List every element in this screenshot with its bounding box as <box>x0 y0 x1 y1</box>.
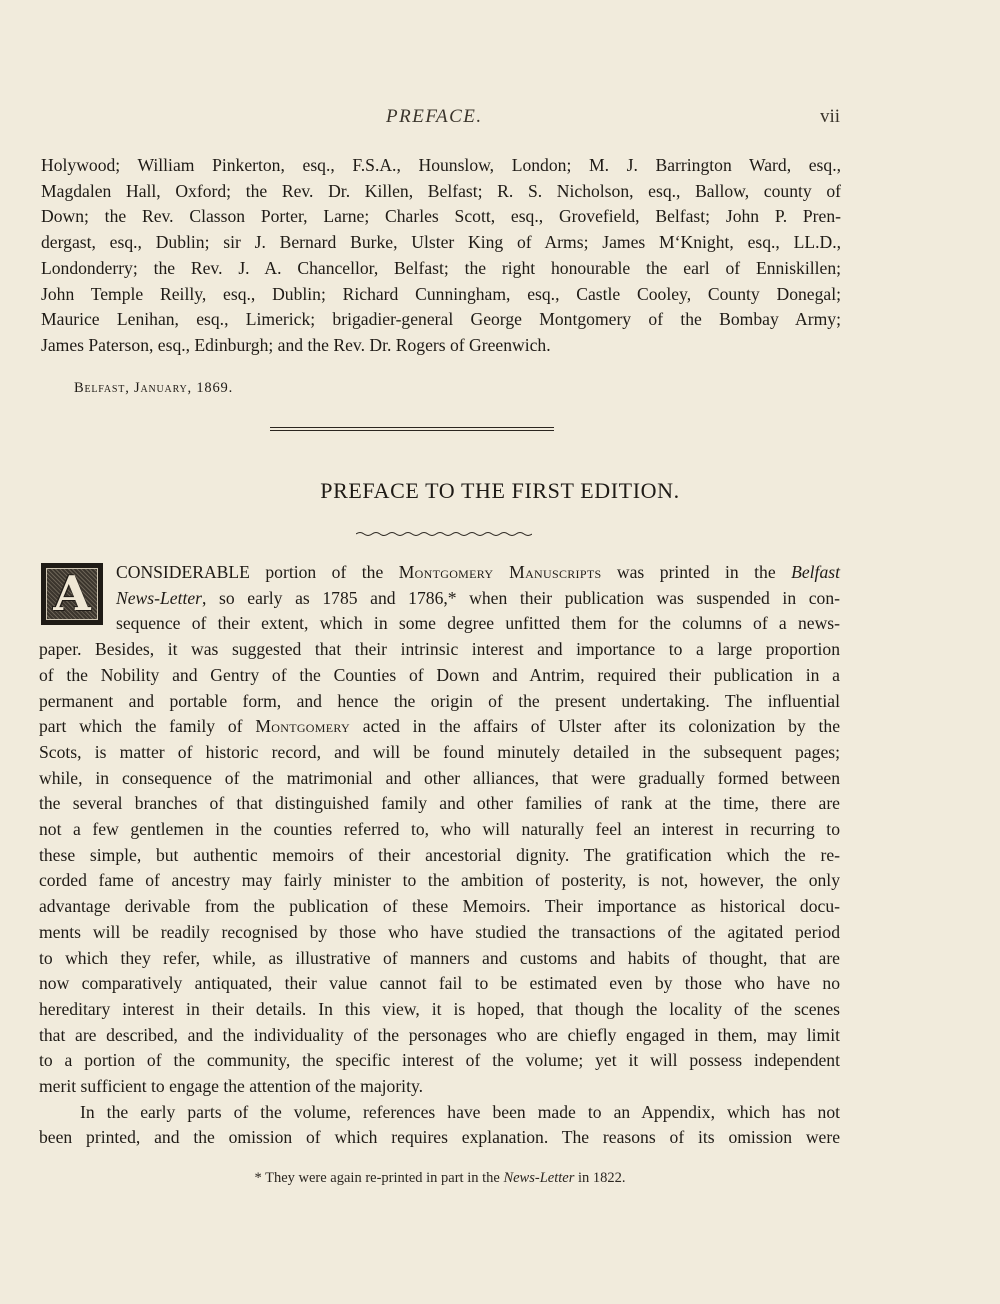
italic-run: News-Letter <box>116 587 203 608</box>
continued-paragraph <box>41 153 841 359</box>
text-line: the several branches of that distinguished family and other families of rank at the time, there are <box>39 793 840 814</box>
italic-run: News-Letter <box>503 1170 575 1186</box>
text-line <box>116 586 840 612</box>
running-title: PREFACE. <box>386 106 483 127</box>
text-run: , so early as 1785 and 1786,* when their publication was suspended in con- <box>202 587 840 608</box>
ornamental-rule-divider <box>356 531 532 537</box>
page-number: vii <box>819 106 840 127</box>
text-line: Londonderry; the Rev. J. A. Chancellor, Belfast; the right honourable the earl of Enniskillen; <box>41 257 841 278</box>
text-line: Scots, is matter of historic record, and will be found minutely detailed in the subsequent pages; <box>39 741 840 762</box>
text-line: In the early parts of the volume, references have been made to an Appendix, which has not <box>80 1101 840 1122</box>
text-line: Down; the Rev. Classon Porter, Larne; Charles Scott, esq., Grovefield, Belfast; John P. Pren- <box>41 206 841 227</box>
text-line: dergast, esq., Dublin; sir J. Bernard Burke, Ulster King of Arms; James M‘Knight, esq., LL.D., <box>41 232 841 253</box>
text-line: ments will be readily recognised by those who have studied the transactions of the agitated period <box>39 921 840 942</box>
text-line: Magdalen Hall, Oxford; the Rev. Dr. Killen, Belfast; R. S. Nicholson, esq., Ballow, county of <box>41 180 841 201</box>
text-line: of the Nobility and Gentry of the Counties of Down and Antrim, required their publication in a <box>39 664 840 685</box>
small-caps-run: Montgomery Manuscripts <box>398 562 602 582</box>
text-line: John Temple Reilly, esq., Dublin; Richard Cunningham, esq., Castle Cooley, County Donegal; <box>41 283 841 304</box>
text-run: acted in the affairs of Ulster after its colonization by the <box>349 716 840 737</box>
text-line: permanent and portable form, and hence the origin of the present undertaking. The influential <box>39 690 840 711</box>
drop-cap-letter: A <box>53 566 91 622</box>
text-line: while, in consequence of the matrimonial and other alliances, that were gradually formed between <box>39 767 840 788</box>
text-line: paper. Besides, it was suggested that their intrinsic interest and importance to a large proportion <box>39 639 840 660</box>
text-line: these simple, but authentic memoirs of their ancestorial dignity. The gratification which the re- <box>39 844 840 865</box>
double-rule-divider <box>270 427 554 428</box>
text-line: corded fame of ancestry may fairly minister to the ambition of posterity, is not, however, the only <box>39 870 840 891</box>
text-run: was printed in the <box>601 562 792 582</box>
text-line: advantage derivable from the publication of these Memoirs. Their importance as historical docu- <box>39 896 840 917</box>
text-line: hereditary interest in their details. In this view, it is hoped, that though the locality of the scenes <box>39 998 840 1019</box>
small-caps-run: Montgomery <box>255 716 350 737</box>
text-line: merit sufficient to engage the attention of the majority. <box>39 1076 424 1097</box>
text-line: that are described, and the individuality of the personages who are chiefly engaged in them, may limit <box>39 1024 840 1045</box>
text-line: James Paterson, esq., Edinburgh; and the Rev. Dr. Rogers of Greenwich. <box>41 334 551 355</box>
text-line: been printed, and the omission of which requires explanation. The reasons of its omission were <box>39 1127 840 1148</box>
text-run: CONSIDERABLE portion of the <box>116 562 399 582</box>
text-run: part which the family of <box>39 716 256 737</box>
text-line: sequence of their extent, which in some degree unfitted them for the columns of a news- <box>116 613 840 634</box>
footnote <box>0 1170 880 1187</box>
text-line <box>116 560 840 586</box>
text-line: to a portion of the community, the specific interest of the volume; yet it will possess independent <box>39 1050 840 1071</box>
text-run: * They were again re-printed in part in the <box>254 1170 504 1186</box>
text-run: in 1822. <box>574 1170 626 1186</box>
text-line: Maurice Lenihan, esq., Limerick; brigadier-general George Montgomery of the Bombay Army; <box>41 309 841 330</box>
section-title-text: PREFACE TO THE FIRST EDITION. <box>320 478 680 503</box>
italic-run: Belfast <box>791 562 840 582</box>
text-line: now comparatively antiquated, their value cannot fail to be estimated even by those who have no <box>39 973 840 994</box>
text-line: not a few gentlemen in the counties referred to, who will naturally feel an interest in recurring to <box>39 819 840 840</box>
body-text <box>39 560 840 1151</box>
text-line <box>39 714 840 740</box>
sign-off-dateline: Belfast, January, 1869. <box>74 380 233 396</box>
text-line: Holywood; William Pinkerton, esq., F.S.A., Hounslow, London; M. J. Barrington Ward, esq., <box>41 155 841 175</box>
section-title <box>0 478 1000 508</box>
running-head <box>0 106 1000 134</box>
text-line: to which they refer, while, as illustrative of manners and customs and habits of thought, that are <box>39 947 840 968</box>
